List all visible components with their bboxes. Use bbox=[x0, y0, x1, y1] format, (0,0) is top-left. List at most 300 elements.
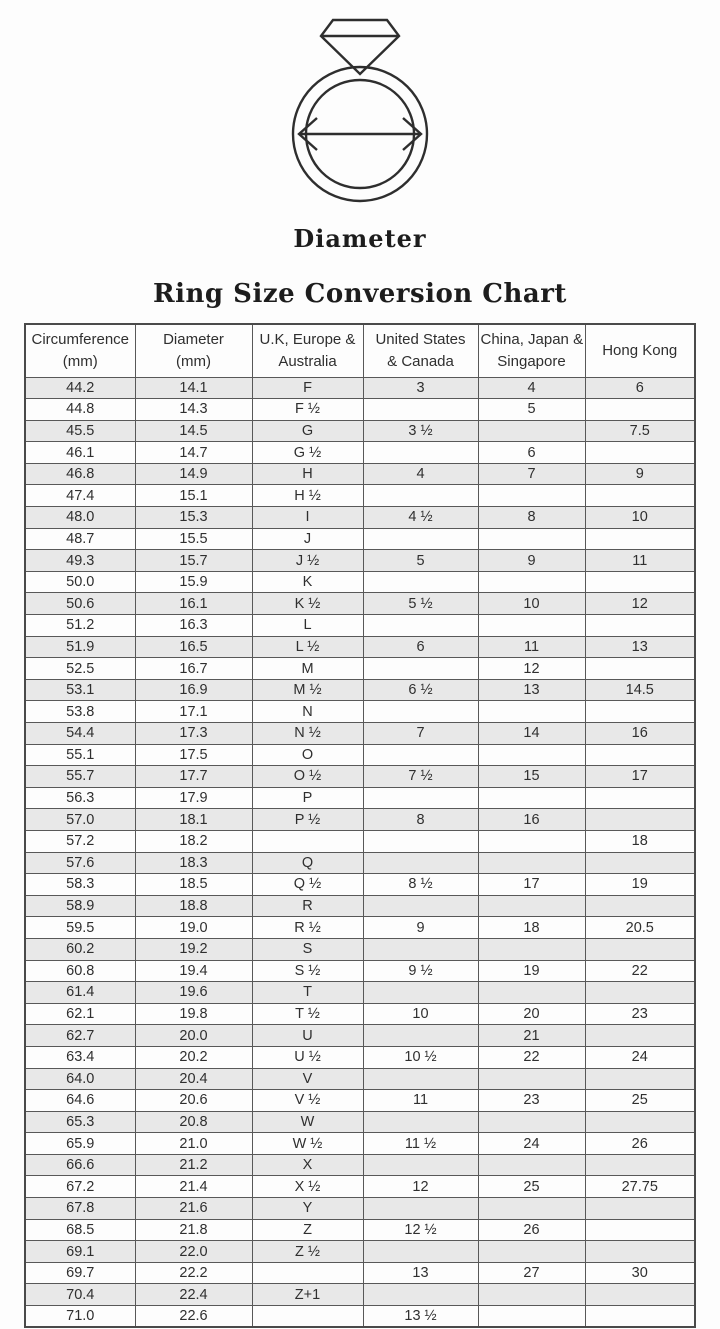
table-cell: 18.8 bbox=[135, 895, 252, 917]
table-cell: 6 bbox=[363, 636, 478, 658]
column-header-hong-kong bbox=[585, 324, 695, 377]
table-cell bbox=[478, 1284, 585, 1306]
table-cell bbox=[363, 830, 478, 852]
table-cell bbox=[478, 852, 585, 874]
table-cell: 69.1 bbox=[25, 1241, 135, 1263]
table-cell bbox=[363, 442, 478, 464]
table-cell: 12 ½ bbox=[363, 1219, 478, 1241]
table-cell bbox=[585, 1025, 695, 1047]
table-row bbox=[25, 1133, 695, 1155]
table-cell: 22 bbox=[478, 1046, 585, 1068]
table-cell: 60.8 bbox=[25, 960, 135, 982]
table-cell: Z+1 bbox=[252, 1284, 363, 1306]
page-title: Ring Size Conversion Chart bbox=[153, 279, 567, 309]
table-row bbox=[25, 1198, 695, 1220]
table-row bbox=[25, 636, 695, 658]
table-cell: 69.7 bbox=[25, 1262, 135, 1284]
table-row bbox=[25, 1046, 695, 1068]
table-cell: X ½ bbox=[252, 1176, 363, 1198]
table-cell: 19 bbox=[585, 874, 695, 896]
table-cell: 58.9 bbox=[25, 895, 135, 917]
table-row bbox=[25, 1111, 695, 1133]
table-cell: 45.5 bbox=[25, 420, 135, 442]
table-cell bbox=[585, 895, 695, 917]
table-cell: 13 bbox=[363, 1262, 478, 1284]
table-cell bbox=[585, 1306, 695, 1328]
table-cell bbox=[363, 571, 478, 593]
table-cell: 44.8 bbox=[25, 399, 135, 421]
table-cell: 65.3 bbox=[25, 1111, 135, 1133]
ring-diagram bbox=[0, 0, 720, 210]
table-row bbox=[25, 442, 695, 464]
table-cell: 21 bbox=[478, 1025, 585, 1047]
table-cell: 5 ½ bbox=[363, 593, 478, 615]
header-line: China, Japan & bbox=[480, 331, 584, 348]
ring-diameter-icon bbox=[265, 8, 455, 210]
table-cell: 19.8 bbox=[135, 1003, 252, 1025]
table-cell: R bbox=[252, 895, 363, 917]
table-cell: J bbox=[252, 528, 363, 550]
table-cell: U bbox=[252, 1025, 363, 1047]
table-row bbox=[25, 399, 695, 421]
table-cell bbox=[478, 420, 585, 442]
table-cell bbox=[363, 1241, 478, 1263]
table-cell: 51.9 bbox=[25, 636, 135, 658]
table-cell: G bbox=[252, 420, 363, 442]
table-cell: 49.3 bbox=[25, 550, 135, 572]
header-line: Diameter bbox=[163, 331, 224, 348]
header-line: United States bbox=[375, 331, 466, 348]
table-cell bbox=[363, 1025, 478, 1047]
table-cell: P ½ bbox=[252, 809, 363, 831]
table-cell: 46.1 bbox=[25, 442, 135, 464]
table-row bbox=[25, 874, 695, 896]
table-cell bbox=[363, 1198, 478, 1220]
table-cell: 7.5 bbox=[585, 420, 695, 442]
table-row bbox=[25, 1262, 695, 1284]
column-header-uk-europe-australia bbox=[252, 324, 363, 377]
table-cell: 14.3 bbox=[135, 399, 252, 421]
table-cell: 15.7 bbox=[135, 550, 252, 572]
table-cell bbox=[478, 528, 585, 550]
table-cell: 4 bbox=[363, 463, 478, 485]
table-cell: W bbox=[252, 1111, 363, 1133]
table-cell: 26 bbox=[478, 1219, 585, 1241]
table-cell bbox=[363, 658, 478, 680]
table-cell bbox=[478, 1154, 585, 1176]
table-cell: 20.5 bbox=[585, 917, 695, 939]
table-cell: 9 ½ bbox=[363, 960, 478, 982]
table-row bbox=[25, 809, 695, 831]
table-cell bbox=[585, 399, 695, 421]
header-line: (mm) bbox=[176, 352, 211, 370]
table-row bbox=[25, 830, 695, 852]
table-cell: N ½ bbox=[252, 723, 363, 745]
ring-size-conversion-table bbox=[24, 323, 696, 1328]
table-cell: 27 bbox=[478, 1262, 585, 1284]
table-cell: 18.1 bbox=[135, 809, 252, 831]
table-cell: 18.2 bbox=[135, 830, 252, 852]
table-cell: 7 ½ bbox=[363, 766, 478, 788]
table-cell: 47.4 bbox=[25, 485, 135, 507]
table-cell: 14.1 bbox=[135, 377, 252, 399]
table-cell: Z bbox=[252, 1219, 363, 1241]
table-cell: O bbox=[252, 744, 363, 766]
table-cell: 12 bbox=[478, 658, 585, 680]
table-cell: W ½ bbox=[252, 1133, 363, 1155]
diameter-arrow-icon bbox=[299, 118, 421, 150]
table-cell: X bbox=[252, 1154, 363, 1176]
table-cell bbox=[252, 1262, 363, 1284]
table-cell bbox=[363, 938, 478, 960]
table-cell: F ½ bbox=[252, 399, 363, 421]
table-cell: 60.2 bbox=[25, 938, 135, 960]
table-cell: M bbox=[252, 658, 363, 680]
table-cell: 18 bbox=[585, 830, 695, 852]
table-row bbox=[25, 1176, 695, 1198]
table-cell bbox=[478, 615, 585, 637]
column-header-us-canada bbox=[363, 324, 478, 377]
table-cell: P bbox=[252, 787, 363, 809]
table-cell bbox=[478, 744, 585, 766]
table-row bbox=[25, 658, 695, 680]
table-cell: 57.6 bbox=[25, 852, 135, 874]
table-row bbox=[25, 420, 695, 442]
table-cell: 24 bbox=[478, 1133, 585, 1155]
table-cell: G ½ bbox=[252, 442, 363, 464]
table-cell: 22 bbox=[585, 960, 695, 982]
table-cell: 22.4 bbox=[135, 1284, 252, 1306]
table-cell bbox=[252, 1306, 363, 1328]
table-cell: 17 bbox=[478, 874, 585, 896]
table-cell: 57.0 bbox=[25, 809, 135, 831]
table-cell: 19.0 bbox=[135, 917, 252, 939]
table-cell bbox=[585, 1111, 695, 1133]
table-cell: 10 bbox=[363, 1003, 478, 1025]
table-cell: 8 bbox=[478, 507, 585, 529]
table-cell: 51.2 bbox=[25, 615, 135, 637]
table-cell bbox=[478, 1111, 585, 1133]
table-cell: L ½ bbox=[252, 636, 363, 658]
table-cell: 59.5 bbox=[25, 917, 135, 939]
table-row bbox=[25, 1003, 695, 1025]
table-cell: 25 bbox=[478, 1176, 585, 1198]
table-cell: 20.6 bbox=[135, 1090, 252, 1112]
table-cell: 11 ½ bbox=[363, 1133, 478, 1155]
table-cell: 15 bbox=[478, 766, 585, 788]
table-cell: S bbox=[252, 938, 363, 960]
table-row bbox=[25, 766, 695, 788]
table-cell: 18.3 bbox=[135, 852, 252, 874]
table-cell: 13 ½ bbox=[363, 1306, 478, 1328]
table-cell: 30 bbox=[585, 1262, 695, 1284]
table-cell: R ½ bbox=[252, 917, 363, 939]
table-cell: 13 bbox=[585, 636, 695, 658]
table-cell: 67.8 bbox=[25, 1198, 135, 1220]
table-row bbox=[25, 1306, 695, 1328]
table-cell: 67.2 bbox=[25, 1176, 135, 1198]
header-line: Circumference bbox=[31, 331, 130, 348]
table-cell: 62.1 bbox=[25, 1003, 135, 1025]
table-cell: 20.8 bbox=[135, 1111, 252, 1133]
table-header-row bbox=[25, 324, 695, 377]
table-row bbox=[25, 744, 695, 766]
table-row bbox=[25, 528, 695, 550]
table-cell bbox=[585, 1241, 695, 1263]
conversion-table-body bbox=[25, 377, 695, 1327]
header-line: U.K, Europe & bbox=[259, 331, 356, 348]
table-cell bbox=[585, 1154, 695, 1176]
table-cell bbox=[585, 1219, 695, 1241]
table-cell: 14.9 bbox=[135, 463, 252, 485]
header-line: (mm) bbox=[62, 352, 98, 370]
table-cell bbox=[585, 982, 695, 1004]
table-row bbox=[25, 701, 695, 723]
table-cell: 7 bbox=[478, 463, 585, 485]
table-cell: M ½ bbox=[252, 679, 363, 701]
table-cell: I bbox=[252, 507, 363, 529]
table-cell bbox=[585, 1284, 695, 1306]
table-cell bbox=[363, 852, 478, 874]
table-cell: 17.3 bbox=[135, 723, 252, 745]
table-cell bbox=[478, 938, 585, 960]
table-cell: 46.8 bbox=[25, 463, 135, 485]
table-cell bbox=[478, 787, 585, 809]
table-row bbox=[25, 593, 695, 615]
header-line: Australia bbox=[278, 352, 337, 370]
table-cell: 18 bbox=[478, 917, 585, 939]
table-cell: 44.2 bbox=[25, 377, 135, 399]
table-row bbox=[25, 1025, 695, 1047]
table-cell: 20.4 bbox=[135, 1068, 252, 1090]
table-cell: 15.5 bbox=[135, 528, 252, 550]
table-cell: 20.2 bbox=[135, 1046, 252, 1068]
table-cell: 21.2 bbox=[135, 1154, 252, 1176]
table-cell: 70.4 bbox=[25, 1284, 135, 1306]
table-cell: 4 bbox=[478, 377, 585, 399]
table-cell: 53.1 bbox=[25, 679, 135, 701]
table-row bbox=[25, 787, 695, 809]
table-cell: 6 bbox=[585, 377, 695, 399]
table-row bbox=[25, 852, 695, 874]
table-row bbox=[25, 982, 695, 1004]
table-cell bbox=[585, 938, 695, 960]
table-cell: 61.4 bbox=[25, 982, 135, 1004]
table-cell: O ½ bbox=[252, 766, 363, 788]
table-cell: 11 bbox=[478, 636, 585, 658]
table-cell: 19 bbox=[478, 960, 585, 982]
table-cell: 19.6 bbox=[135, 982, 252, 1004]
table-cell bbox=[363, 787, 478, 809]
table-row bbox=[25, 1219, 695, 1241]
table-cell: Q ½ bbox=[252, 874, 363, 896]
column-header-china-japan-singapore bbox=[478, 324, 585, 377]
table-row bbox=[25, 1241, 695, 1263]
table-cell bbox=[478, 701, 585, 723]
table-cell: 24 bbox=[585, 1046, 695, 1068]
table-cell: 50.0 bbox=[25, 571, 135, 593]
table-cell bbox=[585, 658, 695, 680]
table-cell bbox=[252, 830, 363, 852]
table-cell: 64.0 bbox=[25, 1068, 135, 1090]
table-cell bbox=[585, 571, 695, 593]
table-cell bbox=[478, 571, 585, 593]
table-row bbox=[25, 960, 695, 982]
table-cell: 22.6 bbox=[135, 1306, 252, 1328]
table-cell: 54.4 bbox=[25, 723, 135, 745]
table-row bbox=[25, 377, 695, 399]
table-row bbox=[25, 507, 695, 529]
table-cell: 22.2 bbox=[135, 1262, 252, 1284]
table-cell: 52.5 bbox=[25, 658, 135, 680]
table-cell bbox=[585, 1068, 695, 1090]
table-cell: 12 bbox=[363, 1176, 478, 1198]
header-line: & Canada bbox=[387, 352, 454, 370]
table-cell bbox=[585, 442, 695, 464]
table-cell bbox=[585, 809, 695, 831]
table-cell: 14.5 bbox=[135, 420, 252, 442]
table-cell: 14.7 bbox=[135, 442, 252, 464]
table-cell bbox=[478, 1068, 585, 1090]
table-cell: 16 bbox=[478, 809, 585, 831]
table-cell bbox=[585, 744, 695, 766]
table-cell: 68.5 bbox=[25, 1219, 135, 1241]
table-cell: K ½ bbox=[252, 593, 363, 615]
table-cell: H ½ bbox=[252, 485, 363, 507]
header-line: Singapore bbox=[497, 352, 566, 370]
table-cell: 5 bbox=[478, 399, 585, 421]
table-cell bbox=[478, 1306, 585, 1328]
table-cell: 14.5 bbox=[585, 679, 695, 701]
column-header-circumference bbox=[25, 324, 135, 377]
table-cell: 9 bbox=[363, 917, 478, 939]
table-cell: Y bbox=[252, 1198, 363, 1220]
table-cell: 27.75 bbox=[585, 1176, 695, 1198]
table-cell: 62.7 bbox=[25, 1025, 135, 1047]
table-cell: 22.0 bbox=[135, 1241, 252, 1263]
table-cell: 14 bbox=[478, 723, 585, 745]
table-cell: T bbox=[252, 982, 363, 1004]
table-cell: 8 bbox=[363, 809, 478, 831]
table-cell: 21.0 bbox=[135, 1133, 252, 1155]
table-cell: 5 bbox=[363, 550, 478, 572]
table-cell: Z ½ bbox=[252, 1241, 363, 1263]
table-cell: 17.1 bbox=[135, 701, 252, 723]
table-cell bbox=[363, 895, 478, 917]
table-cell: T ½ bbox=[252, 1003, 363, 1025]
table-row bbox=[25, 917, 695, 939]
table-cell: V bbox=[252, 1068, 363, 1090]
table-cell: 48.7 bbox=[25, 528, 135, 550]
table-row bbox=[25, 1154, 695, 1176]
table-cell: L bbox=[252, 615, 363, 637]
table-cell bbox=[478, 830, 585, 852]
table-cell: 19.2 bbox=[135, 938, 252, 960]
table-cell: 9 bbox=[478, 550, 585, 572]
table-cell: 55.1 bbox=[25, 744, 135, 766]
table-cell bbox=[585, 852, 695, 874]
table-cell: 56.3 bbox=[25, 787, 135, 809]
table-cell: Q bbox=[252, 852, 363, 874]
table-cell: 64.6 bbox=[25, 1090, 135, 1112]
table-cell: 21.8 bbox=[135, 1219, 252, 1241]
table-cell bbox=[478, 895, 585, 917]
table-cell bbox=[363, 982, 478, 1004]
table-cell: 17 bbox=[585, 766, 695, 788]
table-cell bbox=[585, 615, 695, 637]
table-cell: 15.9 bbox=[135, 571, 252, 593]
table-cell: 21.4 bbox=[135, 1176, 252, 1198]
table-row bbox=[25, 550, 695, 572]
table-cell: 8 ½ bbox=[363, 874, 478, 896]
table-cell: U ½ bbox=[252, 1046, 363, 1068]
table-cell: 25 bbox=[585, 1090, 695, 1112]
table-cell: 16.9 bbox=[135, 679, 252, 701]
diameter-label: Diameter bbox=[293, 224, 427, 253]
table-cell: 7 bbox=[363, 723, 478, 745]
table-cell: 71.0 bbox=[25, 1306, 135, 1328]
table-row bbox=[25, 571, 695, 593]
table-cell bbox=[363, 1154, 478, 1176]
table-cell bbox=[585, 528, 695, 550]
table-cell: 17.7 bbox=[135, 766, 252, 788]
table-cell: 15.1 bbox=[135, 485, 252, 507]
table-cell bbox=[478, 1198, 585, 1220]
table-row bbox=[25, 1284, 695, 1306]
table-cell: 17.9 bbox=[135, 787, 252, 809]
table-cell bbox=[363, 485, 478, 507]
column-header-diameter bbox=[135, 324, 252, 377]
table-cell: 10 bbox=[478, 593, 585, 615]
table-cell: 18.5 bbox=[135, 874, 252, 896]
table-row bbox=[25, 723, 695, 745]
table-cell: 23 bbox=[478, 1090, 585, 1112]
table-row bbox=[25, 679, 695, 701]
table-row bbox=[25, 1068, 695, 1090]
table-cell bbox=[363, 744, 478, 766]
table-cell bbox=[363, 1068, 478, 1090]
table-cell: H bbox=[252, 463, 363, 485]
table-row bbox=[25, 615, 695, 637]
table-cell: 6 ½ bbox=[363, 679, 478, 701]
table-cell bbox=[585, 701, 695, 723]
table-cell: 48.0 bbox=[25, 507, 135, 529]
table-cell bbox=[585, 1198, 695, 1220]
table-cell: 13 bbox=[478, 679, 585, 701]
table-row bbox=[25, 938, 695, 960]
table-cell: 21.6 bbox=[135, 1198, 252, 1220]
table-cell: 10 bbox=[585, 507, 695, 529]
table-cell: 20.0 bbox=[135, 1025, 252, 1047]
table-cell: 20 bbox=[478, 1003, 585, 1025]
table-cell: 16.5 bbox=[135, 636, 252, 658]
table-cell bbox=[363, 1284, 478, 1306]
table-cell: N bbox=[252, 701, 363, 723]
table-cell: 50.6 bbox=[25, 593, 135, 615]
table-cell: 12 bbox=[585, 593, 695, 615]
table-cell: 11 bbox=[585, 550, 695, 572]
table-cell: K bbox=[252, 571, 363, 593]
table-cell: 26 bbox=[585, 1133, 695, 1155]
table-cell: 57.2 bbox=[25, 830, 135, 852]
table-cell: 16.7 bbox=[135, 658, 252, 680]
table-cell bbox=[363, 701, 478, 723]
header-line: Hong Kong bbox=[602, 341, 678, 359]
table-cell: 10 ½ bbox=[363, 1046, 478, 1068]
table-cell bbox=[363, 399, 478, 421]
table-cell: 16 bbox=[585, 723, 695, 745]
table-cell: 17.5 bbox=[135, 744, 252, 766]
